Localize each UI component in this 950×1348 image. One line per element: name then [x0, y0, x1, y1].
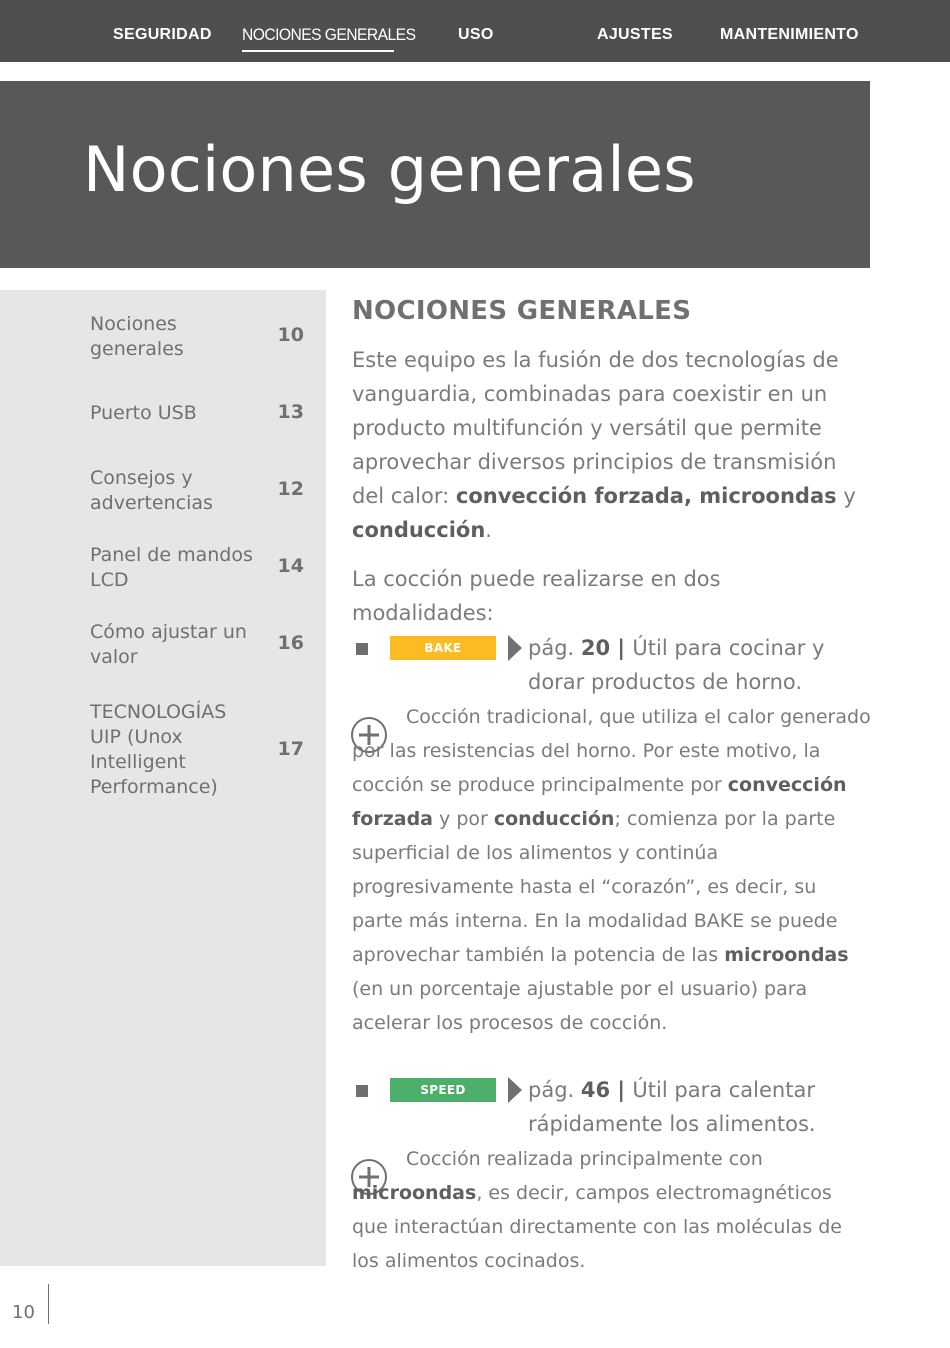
toc-item-consejos[interactable] — [90, 466, 310, 518]
toc-item-nociones-generales[interactable] — [90, 312, 310, 364]
page-number: 10 — [12, 1302, 35, 1323]
toc-item-label: Panel de mandos LCD — [90, 544, 253, 591]
footer-divider — [48, 1284, 49, 1324]
speed-mode-line: pág. 46 | Útil para calentar rápidamente los alimentos. — [528, 1078, 816, 1136]
bake-mode-line: pág. 20 | Útil para cocinar y dorar productos de horno. — [528, 636, 825, 694]
bullet-square — [356, 1085, 368, 1097]
toc-item-label: Puerto USB — [90, 402, 197, 424]
active-tab-underline — [242, 50, 394, 52]
page-title: Nociones generales — [83, 133, 696, 206]
toc-item-label: Cómo ajustar un valor — [90, 621, 247, 668]
toc-item-tecnologias-uip[interactable] — [90, 700, 310, 804]
toc-item-page: 10 — [277, 324, 304, 346]
toc-item-label: TECNOLOGÍAS UIP (Unox Intelligent Performance) — [90, 701, 227, 798]
bake-note: Cocción tradicional, que utiliza el calor generado por las resistencias del horno. Por este motivo, la cocción se produce principalmente por convección forzada y por conducción; comienza por la parte superficial de los alimentos y continúa progresivamente hasta el “corazón”, es decir, su parte más interna. En la modalidad BAKE se puede aprovechar también la potencia de las microondas (en un porcentaje ajustable por el usuario) para acelerar los procesos de cocción. — [352, 706, 871, 1034]
top-navigation — [0, 0, 950, 62]
toc-item-como-ajustar[interactable] — [90, 620, 310, 672]
bullet-square — [356, 643, 368, 655]
arrow-right-icon — [508, 1077, 522, 1103]
speed-mode-tag: SPEED — [390, 1078, 496, 1102]
nav-tab-nociones-generales[interactable]: NOCIONES GENERALES — [242, 25, 416, 44]
nav-tab-seguridad[interactable]: SEGURIDAD — [113, 26, 212, 43]
toc-item-panel-de-mandos[interactable] — [90, 543, 310, 595]
toc-item-page: 12 — [277, 478, 304, 500]
nav-tab-ajustes[interactable]: AJUSTES — [597, 26, 673, 43]
toc-item-page: 13 — [277, 401, 304, 423]
toc-item-page: 16 — [277, 632, 304, 654]
intro-paragraph: Este equipo es la fusión de dos tecnologías de vanguardia, combinadas para coexistir en un producto multifunción y versátil que permite aprovechar diversos principios de transmisión del calor: convección forzada, microondas y conducción. — [352, 348, 856, 542]
toc-item-page: 17 — [277, 738, 304, 760]
nav-tab-mantenimiento[interactable]: MANTENIMIENTO — [720, 26, 859, 43]
toc-item-page: 14 — [277, 555, 304, 577]
sidebar-toc — [0, 290, 326, 1266]
toc-item-puerto-usb[interactable] — [90, 401, 310, 429]
toc-item-label: Nociones generales — [90, 313, 184, 360]
arrow-right-icon — [508, 635, 522, 661]
nav-tab-uso[interactable]: USO — [458, 26, 494, 43]
speed-note: Cocción realizada principalmente con microondas, es decir, campos electromagnéticos que interactúan directamente con las moléculas de los alimentos cocinados. — [352, 1148, 843, 1272]
toc-item-label: Consejos y advertencias — [90, 467, 213, 514]
section-title: NOCIONES GENERALES — [352, 296, 692, 326]
modes-intro: La cocción puede realizarse en dos modalidades: — [352, 567, 721, 625]
bake-mode-tag: BAKE — [390, 636, 496, 660]
